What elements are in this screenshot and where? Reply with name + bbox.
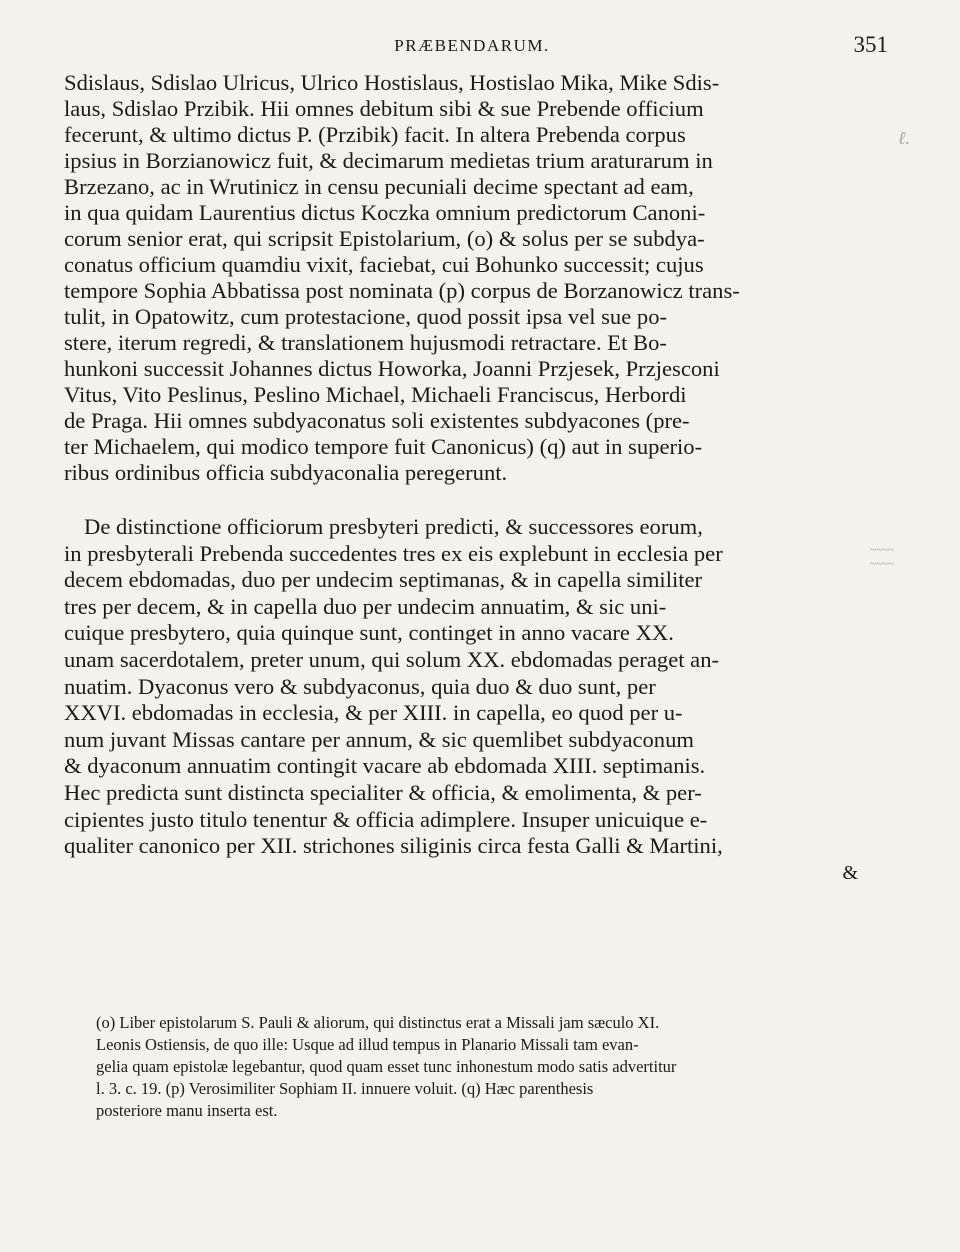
text-line: Brzezano, ac in Wrutinicz in censu pecuniali decime spectant ad eam, — [64, 174, 694, 199]
text-line: de Praga. Hii omnes subdyaconatus soli existentes subdyacones (pre- — [64, 408, 690, 433]
text-line: & dyaconum annuatim contingit vacare ab ebdomada XIII. septimanis. — [64, 753, 706, 779]
text-line: laus, Sdislao Przibik. Hii omnes debitum sibi & sue Prebende officium — [64, 96, 704, 121]
footnote-line: (o) Liber epistolarum S. Pauli & aliorum, qui distinctus erat a Missali jam sæculo XI. — [96, 1013, 660, 1032]
text-line: stere, iterum regredi, & translationem hujusmodi retractare. Et Bo- — [64, 330, 667, 355]
text-line: ipsius in Borzianowicz fuit, & decimarum medietas trium araturarum in — [64, 148, 713, 173]
text-line: in presbyterali Prebenda succedentes tres ex eis explebunt in ecclesia per — [64, 540, 723, 566]
text-line: tres per decem, & in capella duo per undecim annuatim, & sic uni- — [64, 593, 667, 619]
page-header — [64, 30, 888, 66]
text-line: conatus officium quamdiu vixit, faciebat, cui Bohunko successit; cujus — [64, 252, 704, 277]
text-line: Vitus, Vito Peslinus, Peslino Michael, Michaeli Franciscus, Herbordi — [64, 382, 687, 407]
text-line: Sdislaus, Sdislao Ulricus, Ulrico Hostislaus, Hostislao Mika, Mike Sdis- — [64, 70, 720, 95]
text-line: corum senior erat, qui scripsit Epistolarium, (o) & solus per se subdya- — [64, 226, 705, 251]
running-head: PRÆBENDARUM. — [394, 36, 550, 55]
paragraph-2 — [64, 514, 880, 860]
text-line: fecerunt, & ultimo dictus P. (Przibik) facit. In altera Prebenda corpus — [64, 122, 686, 147]
text-line: unam sacerdotalem, preter unum, qui solum XX. ebdomadas peraget an- — [64, 646, 720, 672]
text-line: hunkoni successit Johannes dictus Howorka, Joanni Przjesek, Przjesconi — [64, 356, 720, 381]
footnote-line: Leonis Ostiensis, de quo ille: Usque ad illud tempus in Planario Missali tam evan- — [96, 1035, 639, 1054]
text-line: num juvant Missas cantare per annum, & sic quemlibet subdyaconum — [64, 726, 694, 752]
margin-mark: ℓ. — [898, 128, 910, 148]
margin-annotation: ~~~~ ~~~~ — [870, 544, 894, 570]
text-line: tempore Sophia Abbatissa post nominata (p) corpus de Borzanowicz trans- — [64, 278, 740, 303]
footnotes — [96, 1012, 874, 1122]
catchword: & — [842, 861, 858, 884]
text-line: in qua quidam Laurentius dictus Koczka omnium predictorum Canoni- — [64, 200, 706, 225]
text-line: nuatim. Dyaconus vero & subdyaconus, quia duo & duo sunt, per — [64, 673, 656, 699]
text-line: qualiter canonico per XII. strichones siliginis circa festa Galli & Martini, — [64, 833, 723, 859]
text-line: decem ebdomadas, duo per undecim septimanas, & in capella similiter — [64, 567, 703, 593]
paragraph-1 — [64, 70, 880, 486]
text-line: De distinctione officiorum presbyteri predicti, & successores eorum, — [84, 514, 703, 539]
text-line: tulit, in Opatowitz, cum protestacione, quod possit ipsa vel sue po- — [64, 304, 668, 329]
text-line: XXVI. ebdomadas in ecclesia, & per XIII. in capella, eo quod per u- — [64, 700, 683, 726]
text-line: Hec predicta sunt distincta specialiter & officia, & emolimenta, & per- — [64, 779, 702, 805]
footnote-line: gelia quam epistolæ legebantur, quod quam esset tunc inhonestum modo satis advertitur — [96, 1057, 677, 1076]
page-number: 351 — [853, 32, 888, 57]
text-line: ribus ordinibus officia subdyaconalia peregerunt. — [64, 460, 508, 485]
footnote-line: posteriore manu inserta est. — [96, 1101, 278, 1120]
text-line: cipientes justo titulo tenentur & officia adimplere. Insuper unicuique e- — [64, 806, 708, 832]
text-line: cuique presbytero, quia quinque sunt, continget in anno vacare XX. — [64, 620, 674, 646]
text-line: ter Michaelem, qui modico tempore fuit Canonicus) (q) aut in superio- — [64, 434, 703, 459]
footnote-line: l. 3. c. 19. (p) Verosimiliter Sophiam II. innuere voluit. (q) Hæc parenthesis — [96, 1079, 594, 1098]
